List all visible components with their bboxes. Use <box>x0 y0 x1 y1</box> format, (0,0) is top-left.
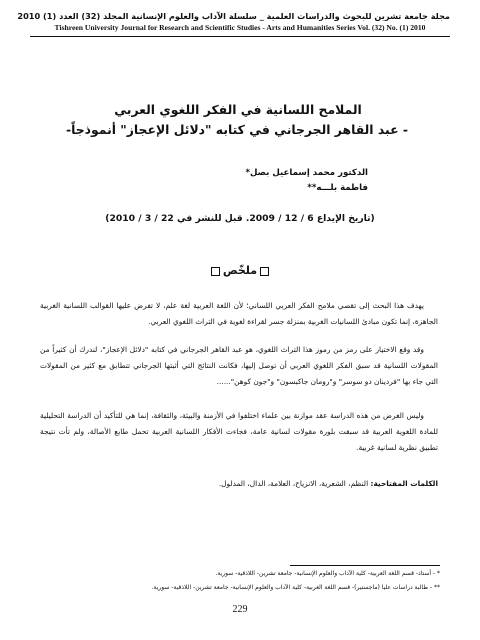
square-bullet-icon <box>260 267 269 276</box>
journal-header-arabic: مجلة جامعة تشرين للبحوث والدراسات العلمية _ سلسلة الآداب والعلوم الإنسانية المجلد (32) العدد (1) 2010 <box>17 11 450 21</box>
author-2: فاطمة بلـــه** <box>307 183 368 193</box>
author-1: الدكتور محمد إسماعيل بصل* <box>245 168 368 178</box>
footnote-rule <box>290 565 440 566</box>
abstract-paragraph: وقد وقع الاختيار على رمز من رموز هذا التراث اللغوي، هو عبد القاهر الجرجاني في كتابه "دلائل الإعجاز"، لندرك أن كثيراً من المقولات اللسانية قد سبق الفكر اللغوي العربي أن توصل إليها، فكانت النتائج التي أثبتها الجرجاني تتطابق مع كثير من المقولات التي جاء بها "فردينان دو سوسر" و"رومان جاكبسون" و"جون كوهن"...... <box>40 345 438 386</box>
keywords <box>40 479 438 488</box>
paper-subtitle: - عبد القاهر الجرجاني في كتابه "دلائل الإعجاز" أنموذجاً- <box>65 122 408 137</box>
keywords-label: الكلمات المفتاحية: <box>370 479 438 488</box>
keywords-list: النظم، الشعرية، الانزياح، العلامة، الدال، المدلول. <box>218 479 369 488</box>
footnote-2: ** - طالبة دراسات عليا (ماجستير)- قسم اللغة العربية- كلية الآداب والعلوم الإنسانية- جامعة تشرين- اللاذقية- سورية. <box>151 584 440 591</box>
abstract-heading-text: ملخّص <box>222 264 258 277</box>
journal-header <box>17 10 450 33</box>
square-bullet-icon <box>211 267 220 276</box>
abstract-paragraph: وليس الغرض من هذه الدراسة عقد موازنة بين علماء اختلفوا في الأزمنة والبيئة، والثقافة، إنما هي للتأكيد أن الدراسة التحليلية للمادة اللغوية العربية قد سبقت بلورة مقولات لسانية عامة، فجاءت الأفكار اللسانية العربية تحمل طابع الأصالة، ولم تأت نتيجة تطبيق نظرية لسانية غربية. <box>40 411 438 452</box>
page-number: 229 <box>232 604 248 615</box>
abstract-heading <box>0 264 480 277</box>
footnote-1: * - أستاذ- قسم اللغة العربية- كلية الآداب والعلوم الإنسانية- جامعة تشرين- اللاذقية- سورية. <box>215 570 440 577</box>
header-rule <box>30 36 450 37</box>
submission-dates: (تاريخ الإيداع 6 / 12 / 2009. قبل للنشر في 22 / 3 / 2010) <box>105 213 375 224</box>
paper-title: الملامح اللسانية في الفكر اللغوي العربي <box>114 102 362 117</box>
journal-header-english: Tishreen University Journal for Research and Scientific Studies - Arts and Humanities Series Vol. (32) No. (1) 2010 <box>54 23 426 32</box>
abstract-paragraph: يهدف هذا البحث إلى تقصي ملامح الفكر العربي اللساني؛ لأن اللغة العربية لغة علم، لا تفرض عليها القوالب اللسانية الغربية الجاهزة، إنما تكون مبادئ اللسانيات الغربية بمنزلة جسر لقراءة لغوية في التراث اللغوي العربي. <box>40 301 438 326</box>
